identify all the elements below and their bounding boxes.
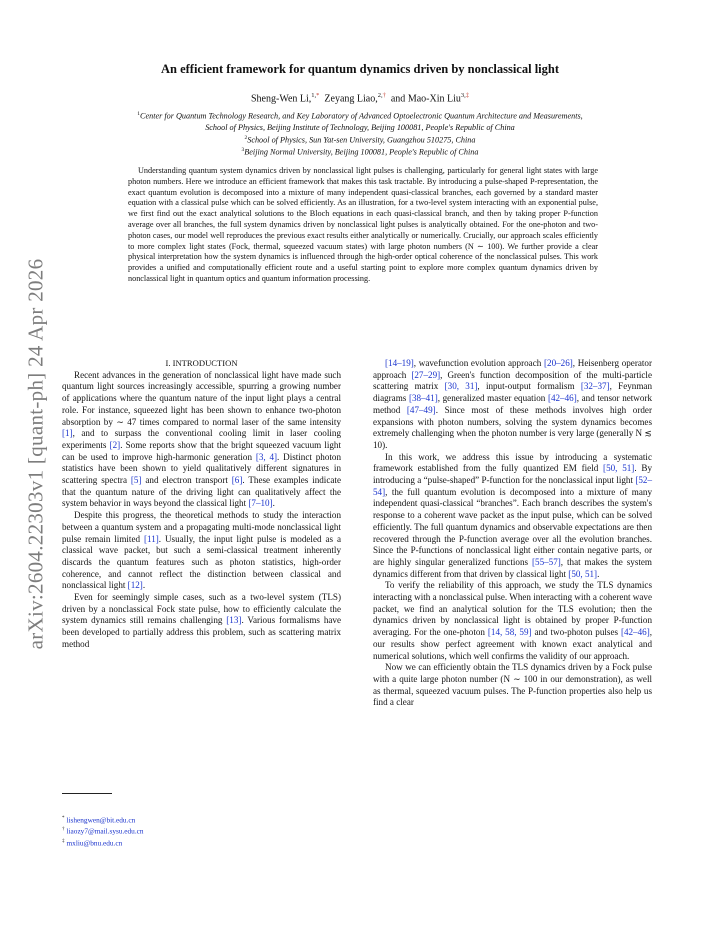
citation-link[interactable]: [13]: [226, 615, 242, 626]
citation-link[interactable]: [3, 4]: [255, 451, 278, 462]
citation-link[interactable]: [5]: [130, 475, 142, 486]
body-text: , Feynman diagrams: [373, 381, 652, 404]
affiliation-line: $^1$Center for Quantum Technology Research, and Key Laboratory of Advanced Optoelectronic Quantum Architecture and Measurements,: [137, 111, 583, 121]
body-text: , generalized master equation: [437, 393, 548, 404]
citation-link[interactable]: [47–49]: [406, 404, 436, 415]
footnotes: [62, 814, 342, 848]
body-text: Even for seemingly simple cases, such as a two-level system (TLS) driven by a nonclassical Fock state pulse, how to efficiently calculate the system dynamics still remains challenging: [62, 592, 341, 626]
body-text: . By introducing a “pulse-shaped” P-function for the nonclassical input light: [373, 463, 652, 486]
citation-link[interactable]: [42–46]: [547, 393, 577, 404]
body-text: .: [272, 498, 275, 509]
author-1: Sheng-Wen Li,: [251, 93, 312, 105]
body-paragraph: [62, 592, 341, 651]
author-1-mark[interactable]: *: [316, 92, 320, 99]
author-2: Zeyang Liao,: [324, 93, 378, 105]
author-2-mark[interactable]: †: [382, 92, 386, 99]
citation-link[interactable]: [52–54]: [373, 475, 652, 497]
right-column: [373, 358, 652, 709]
citation-link[interactable]: [50, 51]: [568, 568, 598, 579]
left-column-body: [62, 370, 341, 651]
citation-link[interactable]: [20–26]: [544, 358, 573, 368]
citation-link[interactable]: [11]: [143, 533, 159, 544]
body-text: Now we can efficiently obtain the TLS dynamics driven by a Fock pulse with a quite large photon number (N ∼ 100 in our demonstration), as well as thermal, squeezed vacuum pulses. The P-function properties also help us find a clear: [373, 662, 652, 708]
body-paragraph: [373, 662, 652, 709]
footnote-2: † liaozy7@mail.sysu.edu.cn: [62, 826, 144, 836]
body-text: . Some reports show that the bright squeezed vacuum light can be used to improve high-harmonic generation: [62, 439, 342, 462]
section-heading: I. INTRODUCTION: [165, 358, 238, 368]
author-3-mark[interactable]: ‡: [465, 92, 469, 99]
body-text: and two-photon pulses: [531, 627, 621, 638]
footnote-1: * lishengwen@bit.edu.cn: [62, 815, 136, 825]
author-3: Mao-Xin Liu: [407, 93, 461, 105]
body-text: . Various formalisms have been developed to partially address this problem, such as scattering matrix method: [62, 615, 341, 649]
citation-link[interactable]: [38–41]: [408, 393, 438, 404]
body-paragraph: [62, 510, 341, 592]
body-text: , and to surpass the conventional cooling limit in laser cooling experiments: [62, 428, 341, 450]
body-paragraph: [62, 370, 341, 510]
affiliation-line: $^2$School of Physics, Sun Yat-sen University, Guangzhou 510275, China: [244, 134, 476, 145]
body-text: Despite this progress, the theoretical methods to study the interaction between a quantum system and a propagating multi-mode nonclassical light pulse remain limited: [62, 510, 341, 544]
body-text: . Distinct photon statistics have been shown to yield qualitatively different signatures in scattering spectra: [62, 451, 341, 486]
body-text: , and tensor network method: [373, 393, 653, 415]
affiliation-line: $^3$Beijing Normal University, Beijing 100081, People's Republic of China: [241, 147, 479, 158]
body-paragraph: [373, 452, 652, 581]
affiliations: [70, 109, 650, 158]
email-link[interactable]: lishengwen@bit.edu.cn: [66, 815, 136, 825]
body-paragraph: [373, 358, 652, 452]
citation-link[interactable]: [2]: [109, 439, 121, 450]
citation-link[interactable]: [50, 51]: [603, 463, 635, 474]
body-text: , wavefunction evolution approach: [413, 358, 544, 368]
citation-link[interactable]: [14, 58, 59]: [487, 627, 532, 638]
affiliation-line: School of Physics, Beijing Institute of Technology, Beijing 100081, People's Republic of China: [205, 122, 515, 132]
email-link[interactable]: liaozy7@mail.sysu.edu.cn: [66, 826, 144, 836]
abstract: Understanding quantum system dynamics driven by nonclassical light pulses is challenging, particularly for general light states with large photon numbers. Here we introduce an efficient framework that makes this task tractable. By introducing a pulse-shaped P-representation, the exact quantum evolution is decomposed into a mixture of many independent quasi-classical branches, each governed by a standard master equation with a classical pulse which can be solved efficiently. As an illustration, for a two-level system interacting with an exponential pulse, we first find out the exact analytical solutions to the Bloch equations in each quasi-classical branch, and then by taking proper P-function average over all branches, the full system dynamics driven by nonclassical light pulses is analytically obtained. For the one-photon and two-photon cases, our model well reproduces the previous exact results either analytically or numerically. Crucially, our approach scales efficiently to more complex light states (Fock, thermal, squeezed vacuum states) with large photon numbers (N ∼ 100). We further provide a clear physical interpretation how the system dynamics is influenced through the high-order optical coherence of the nonclassical pulses. This work provides a unified and computationally efficient route and a useful starting point to explore more complex quantum dynamics driven by nonclassical light in quantum optics and quantum information processing.: [128, 166, 598, 283]
body-text: Recent advances in the generation of nonclassical light have made such quantum light sources increasingly accessible, spurring a growing number of applications where the quantum nature of the input light plays a central role. For instance, squeezed light has been shown to enhance two-photon absorption by ∼ 47 times compared to normal laser of the same intensity: [62, 369, 341, 427]
arxiv-identifier: [6, 244, 66, 664]
body-text: , that makes the system dynamics different from that driven by classical light: [373, 556, 652, 579]
paper-title: An efficient framework for quantum dynamics driven by nonclassical light: [160, 62, 560, 76]
body-text: .: [597, 568, 600, 579]
citation-link[interactable]: [12]: [127, 580, 143, 591]
author-1-affil: 1,: [311, 92, 317, 99]
citation-link[interactable]: [14–19]: [385, 358, 414, 368]
citation-link[interactable]: [30, 31]: [444, 381, 478, 392]
left-column: [62, 358, 341, 651]
body-text: In this work, we address this issue by introducing a systematic framework established from the fully quantized EM field: [373, 451, 652, 474]
body-text: . Usually, the input light pulse is modeled as a classical wave packet, but such a semi-classical treatment inherently discards the quantum features such as photon statistics, high-order coherence, and cannot reflect the distinction between classical and nonclassical light: [62, 533, 341, 591]
right-column-body: [373, 358, 652, 709]
author-2-affil: 2,: [377, 92, 383, 99]
authors-and: and: [390, 93, 406, 105]
arxiv-identifier-text: arXiv:2604.22303v1 [quant-ph] 24 Apr 2026: [23, 258, 48, 650]
citation-link[interactable]: [42–46]: [620, 627, 650, 638]
citation-link[interactable]: [32–37]: [580, 381, 610, 392]
author-3-affil: 3,: [460, 92, 466, 99]
body-text: , Green's function decomposition of the multi-particle scattering matrix: [373, 369, 652, 392]
body-text: To verify the reliability of this approach, we study the TLS dynamics interacting with a nonclassical pulse. When interacting with a coherent wave packet, we find an analytical solution for the TLS evolution; then the dynamics driven by nonclassical light is obtained by proper P-function averaging. For the one-photon: [373, 580, 652, 638]
author-list: [80, 92, 640, 104]
citation-link[interactable]: [6]: [231, 475, 243, 486]
body-text: , our results show perfect agreement with known exact analytical and numerical solutions, which well confirms the validity of our approach.: [373, 627, 653, 661]
footnote-3: ‡ mxliu@bnu.edu.cn: [62, 838, 123, 848]
body-text: . Since most of these methods involves high order expansions with photon numbers, solving the system dynamics becomes extremely challenging when the photon number is very large (generally N ≲ 10).: [373, 404, 652, 450]
citation-link[interactable]: [55–57]: [532, 556, 561, 567]
body-paragraph: [373, 580, 652, 662]
body-text: and electron transport: [141, 475, 232, 486]
body-text: . These examples indicate that the quantum nature of the driving light can qualitatively affect the system behavior in ways beyond the classical light: [62, 475, 341, 509]
citation-link[interactable]: [7–10]: [248, 498, 273, 509]
body-text: , the full quantum evolution is decomposed into a mixture of many independent quasi-classical “branches”. Each branch describes the system's response to a coherent wave packet as the input pulse, which can be solved efficiently. The full quantum dynamics and observable expectations are then recovered through the P-function average over all the evolution branches. Since the P-functions of nonclassical light either contain negative parts, or are highly singular generalized functions: [373, 486, 652, 567]
footnote-divider: [62, 793, 112, 794]
citation-link[interactable]: [27–29]: [411, 369, 441, 380]
body-text: , Heisenberg operator approach: [373, 358, 652, 380]
citation-link[interactable]: [1]: [62, 428, 73, 439]
body-text: , input-output formalism: [477, 381, 581, 392]
body-text: .: [142, 580, 146, 591]
email-link[interactable]: mxliu@bnu.edu.cn: [66, 838, 123, 848]
